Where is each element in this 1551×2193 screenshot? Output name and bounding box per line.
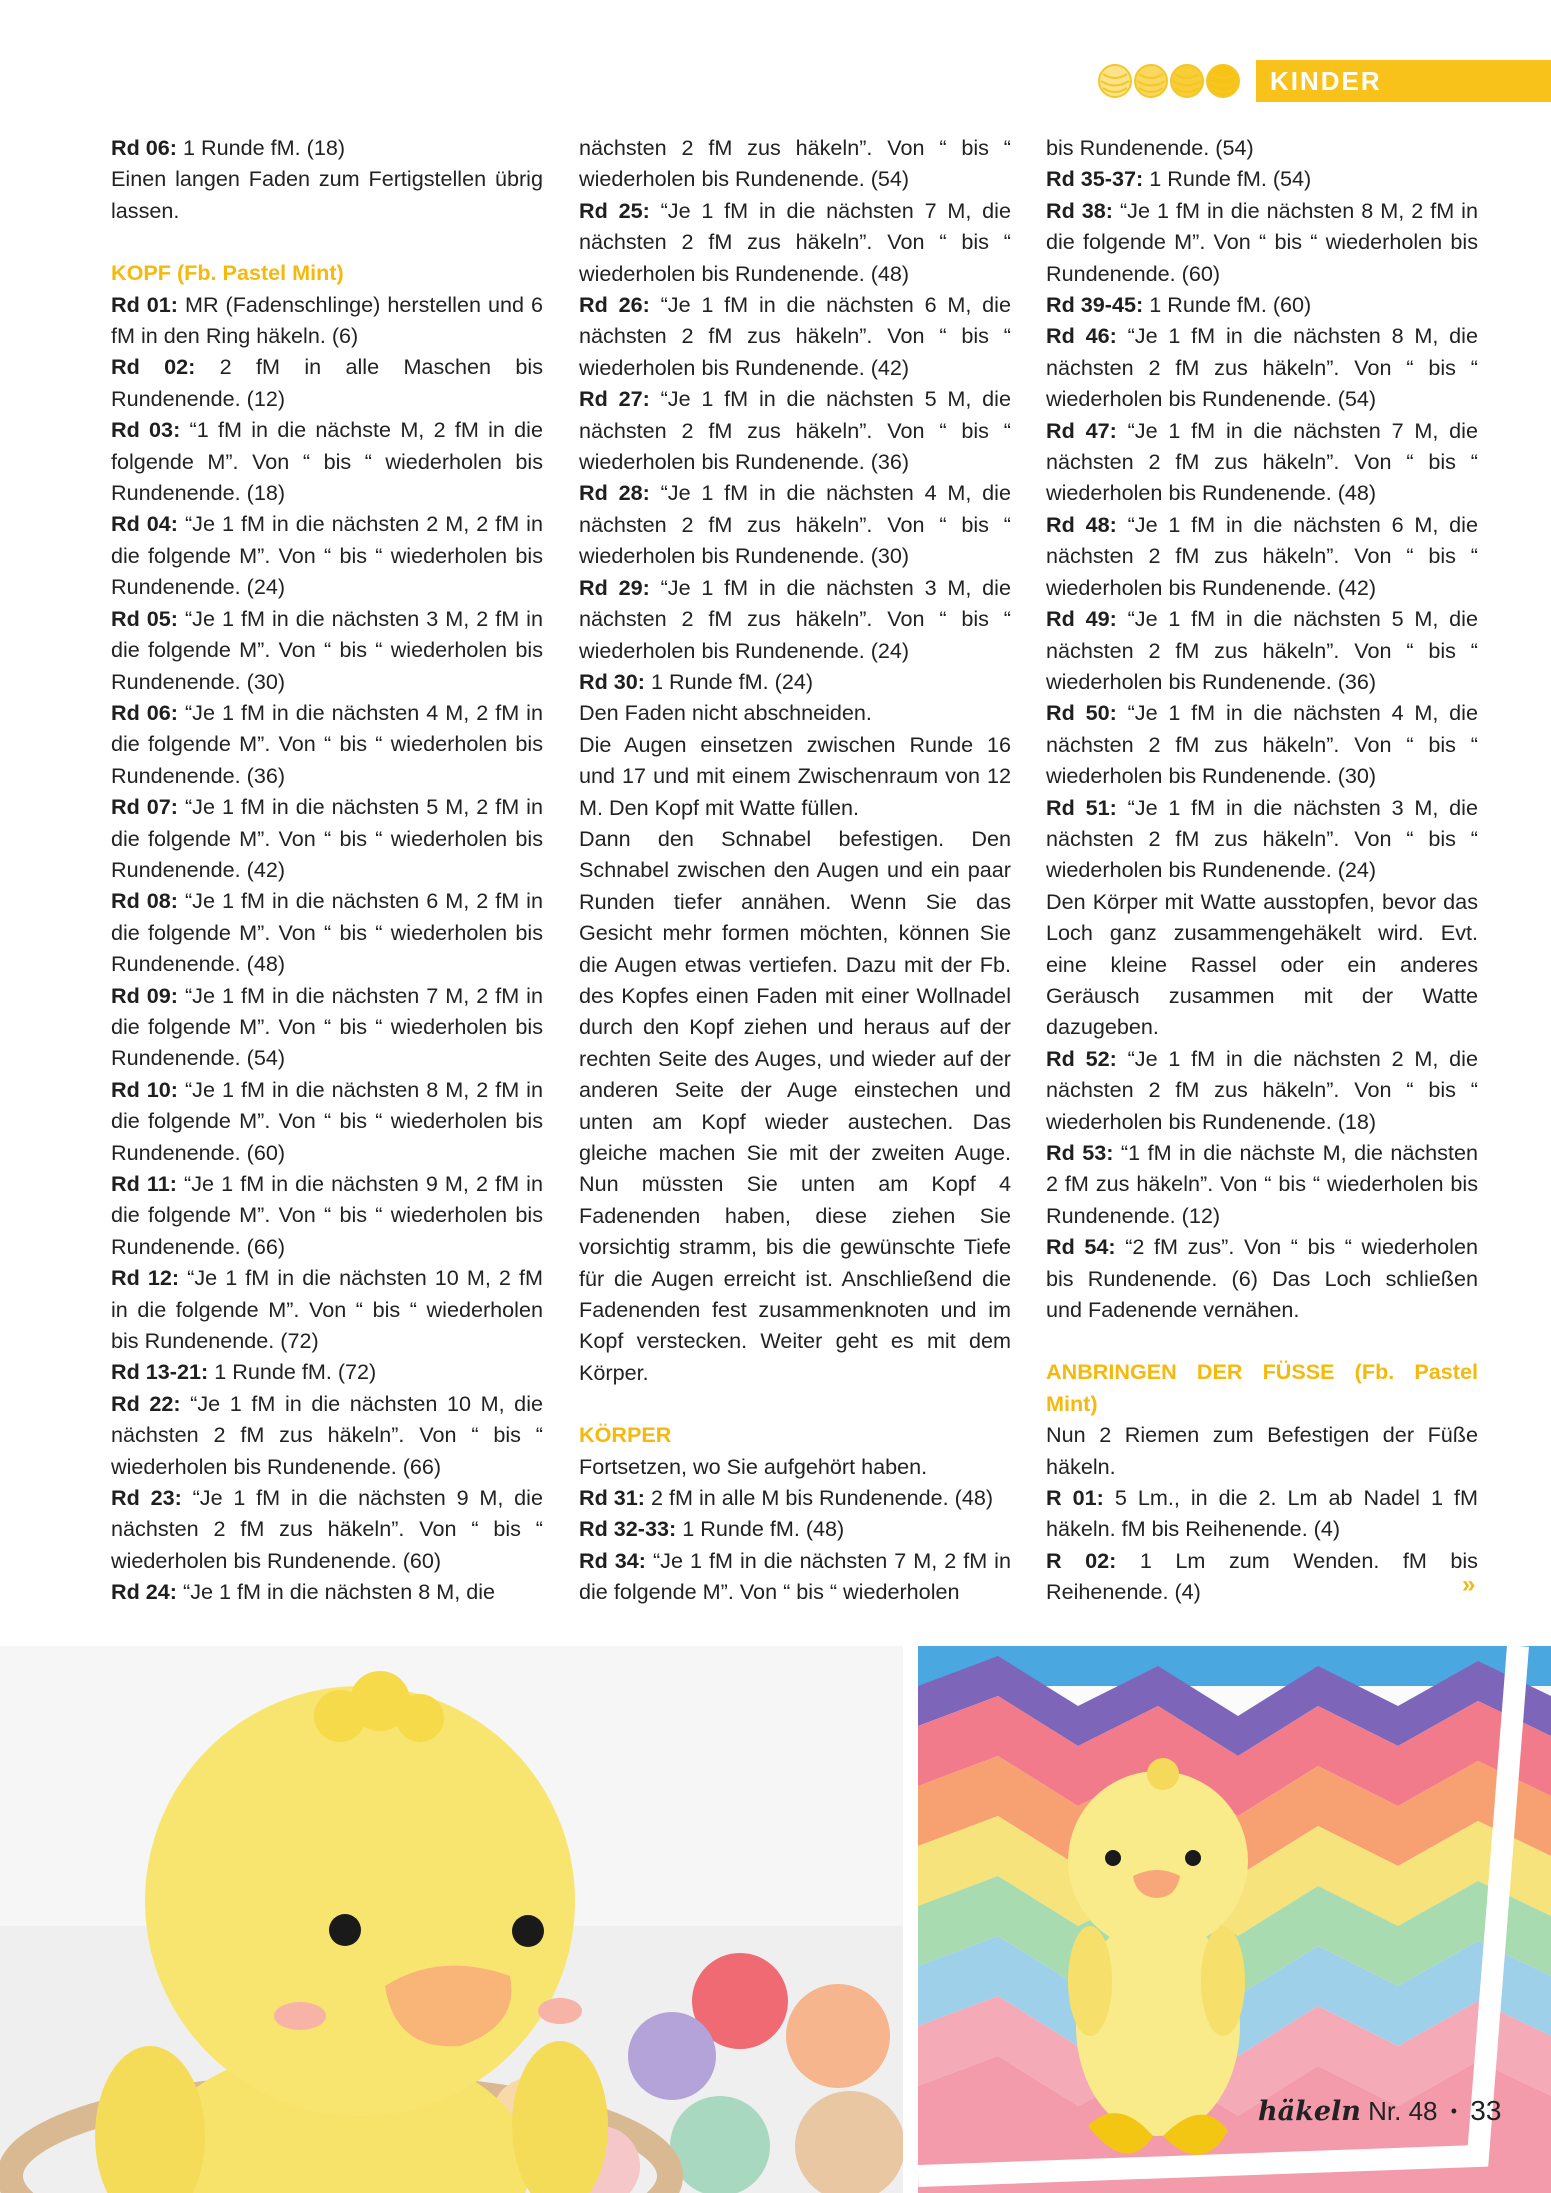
- paragraph: nächsten 2 fM zus häkeln”. Von “ bis “ wiederholen bis Rundenende. (54): [579, 135, 1011, 192]
- instruction-row: Rd 54: “2 fM zus”. Von “ bis “ wiederholen bis Rundenende. (6) Das Loch schließen und Fadenende vernähen.: [1046, 1234, 1478, 1323]
- section-heading: KOPF (Fb. Pastel Mint): [111, 260, 344, 286]
- paragraph: Fortsetzen, wo Sie aufgehört haben.: [579, 1453, 928, 1479]
- paragraph: Den Faden nicht abschneiden.: [579, 700, 872, 726]
- instruction-row: Rd 30: 1 Runde fM. (24): [579, 668, 814, 694]
- instruction-row: Rd 52: “Je 1 fM in die nächsten 2 M, die nächsten 2 fM zus häkeln”. Von “ bis “ wiederholen bis Rundenende. (18): [1046, 1045, 1478, 1134]
- instruction-row: Rd 53: “1 fM in die nächste M, die nächsten 2 fM zus häkeln”. Von “ bis “ wiederholen bis Rundenende. (12): [1046, 1140, 1478, 1228]
- paragraph: Nun 2 Riemen zum Befestigen der Füße häkeln.: [1046, 1422, 1478, 1479]
- instruction-row: Rd 07: “Je 1 fM in die nächsten 5 M, 2 fM in die folgende M”. Von “ bis “ wiederholen bis Rundenende. (42): [111, 794, 543, 882]
- instruction-row: Rd 46: “Je 1 fM in die nächsten 8 M, die nächsten 2 fM zus häkeln”. Von “ bis “ wiederholen bis Rundenende. (54): [1046, 323, 1478, 412]
- instruction-row: Rd 03: “1 fM in die nächste M, 2 fM in die folgende M”. Von “ bis “ wiederholen bis Rundenende. (18): [111, 417, 543, 506]
- instruction-row: R 02: 1 Lm zum Wenden. fM bis Reihenende. (4): [1046, 1547, 1478, 1605]
- instruction-row: Rd 10: “Je 1 fM in die nächsten 8 M, 2 fM in die folgende M”. Von “ bis “ wiederholen bis Rundenende. (60): [111, 1076, 543, 1165]
- section-tag: KINDER: [1256, 60, 1551, 102]
- instruction-row: Rd 12: “Je 1 fM in die nächsten 10 M, 2 fM in die folgende M”. Von “ bis “ wiederholen bis Rundenende. (72): [111, 1265, 543, 1354]
- yarn-balls-icon: [1097, 62, 1243, 100]
- instruction-row: Rd 08: “Je 1 fM in die nächsten 6 M, 2 fM in die folgende M”. Von “ bis “ wiederholen bis Rundenende. (48): [111, 888, 543, 977]
- instruction-row: Rd 51: “Je 1 fM in die nächsten 3 M, die nächsten 2 fM zus häkeln”. Von “ bis “ wiederholen bis Rundenende. (24): [1046, 794, 1478, 883]
- instruction-row: Rd 04: “Je 1 fM in die nächsten 2 M, 2 fM in die folgende M”. Von “ bis “ wiederholen bis Rundenende. (24): [111, 511, 543, 600]
- instruction-row: Rd 50: “Je 1 fM in die nächsten 4 M, die nächsten 2 fM zus häkeln”. Von “ bis “ wiederholen bis Rundenende. (30): [1046, 700, 1478, 789]
- section-heading: KÖRPER: [579, 1422, 672, 1448]
- instruction-row: Rd 34: “Je 1 fM in die nächsten 7 M, 2 fM in die folgende M”. Von “ bis “ wiederholen: [579, 1547, 1011, 1605]
- instruction-row: Rd 38: “Je 1 fM in die nächsten 8 M, 2 fM in die folgende M”. Von “ bis “ wiederholen bis Rundenende. (60): [1046, 197, 1478, 286]
- page-number: 33: [1470, 2095, 1502, 2126]
- instruction-row: Rd 06: “Je 1 fM in die nächsten 4 M, 2 fM in die folgende M”. Von “ bis “ wiederholen bis Rundenende. (36): [111, 699, 543, 788]
- instruction-row: Rd 13-21: 1 Runde fM. (72): [111, 1359, 377, 1385]
- instruction-row: Rd 48: “Je 1 fM in die nächsten 6 M, die nächsten 2 fM zus häkeln”. Von “ bis “ wiederholen bis Rundenende. (42): [1046, 511, 1478, 600]
- instruction-row: Rd 47: “Je 1 fM in die nächsten 7 M, die nächsten 2 fM zus häkeln”. Von “ bis “ wiederholen bis Rundenende. (48): [1046, 417, 1478, 506]
- footer-separator: •: [1450, 2101, 1458, 2121]
- page-footer: [1258, 2095, 1501, 2127]
- text-column-1: [111, 132, 543, 1608]
- instruction-row: Rd 26: “Je 1 fM in die nächsten 6 M, die nächsten 2 fM zus häkeln”. Von “ bis “ wiederholen bis Rundenende. (42): [579, 292, 1011, 380]
- instruction-row: Rd 49: “Je 1 fM in die nächsten 5 M, die nächsten 2 fM zus häkeln”. Von “ bis “ wiederholen bis Rundenende. (36): [1046, 606, 1478, 694]
- paragraph: Die Augen einsetzen zwischen Runde 16 und 17 und mit einem Zwischenraum von 12 M. Den Kopf mit Watte füllen.: [579, 731, 1011, 820]
- paragraph: Einen langen Faden zum Fertigstellen übrig lassen.: [111, 166, 543, 223]
- paragraph: Dann den Schnabel befestigen. Den Schnabel zwischen den Augen und ein paar Runden tiefer annähen. Wenn Sie das Gesicht mehr formen möchten, können Sie die Augen etwas vertiefen. Dazu mit der Fb. des Kopfes einen Faden mit einer Wollnadel durch den Kopf ziehen und heraus auf der rechten Seite des Auges, und wieder auf der anderen Seite der Auge einstechen und unten am Kopf wieder austechen. Das gleiche machen Sie mit der zweiten Auge. Nun müssten Sie unten am Kopf 4 Fadenenden haben, diese ziehen Sie vorsichtig stramm, bis die gewünschte Tiefe für die Augen erreicht ist. Anschließend die Fadenenden fest zusammenknoten und im Kopf verstecken. Weiter geht es mit dem Körper.: [579, 825, 1011, 1385]
- text-column-2: [579, 132, 1011, 1608]
- instruction-row: Rd 32-33: 1 Runde fM. (48): [579, 1516, 845, 1542]
- instruction-row: Rd 23: “Je 1 fM in die nächsten 9 M, die nächsten 2 fM zus häkeln”. Von “ bis “ wiederholen bis Rundenende. (60): [111, 1485, 543, 1573]
- instruction-row: Rd 01: MR (Fadenschlinge) herstellen und 6 fM in den Ring häkeln. (6): [111, 291, 543, 349]
- instruction-row: Rd 05: “Je 1 fM in die nächsten 3 M, 2 fM in die folgende M”. Von “ bis “ wiederholen bis Rundenende. (30): [111, 605, 543, 694]
- instruction-row: Rd 35-37: 1 Runde fM. (54): [1046, 166, 1312, 192]
- magazine-brand: häkeln: [1258, 2096, 1361, 2127]
- instruction-row: Rd 28: “Je 1 fM in die nächsten 4 M, die nächsten 2 fM zus häkeln”. Von “ bis “ wiederholen bis Rundenende. (30): [579, 480, 1011, 569]
- instruction-row: Rd 22: “Je 1 fM in die nächsten 10 M, die nächsten 2 fM zus häkeln”. Von “ bis “ wiederholen bis Rundenende. (66): [111, 1390, 543, 1479]
- instruction-row: Rd 02: 2 fM in alle Maschen bis Rundenende. (12): [111, 354, 544, 411]
- section-heading: ANBRINGEN DER FÜSSE (Fb. Pastel Mint): [1046, 1359, 1478, 1416]
- text-column-3: [1046, 132, 1478, 1608]
- paragraph: bis Rundenende. (54): [1046, 135, 1254, 160]
- instruction-row: Rd 31: 2 fM in alle M bis Rundenende. (48): [579, 1485, 994, 1511]
- instruction-row: R 01: 5 Lm., in die 2. Lm ab Nadel 1 fM häkeln. fM bis Reihenende. (4): [1046, 1485, 1478, 1542]
- issue-number: Nr. 48: [1368, 2096, 1438, 2126]
- instruction-row: Rd 27: “Je 1 fM in die nächsten 5 M, die nächsten 2 fM zus häkeln”. Von “ bis “ wiederholen bis Rundenende. (36): [579, 386, 1011, 475]
- paragraph: Den Körper mit Watte ausstopfen, bevor das Loch ganz zusammengehäkelt wird. Evt. eine kleine Rassel oder ein anderes Geräusch zusammen mit der Watte dazugeben.: [1046, 888, 1478, 1040]
- continue-marker: »: [1462, 1571, 1476, 1598]
- instruction-row: Rd 09: “Je 1 fM in die nächsten 7 M, 2 fM in die folgende M”. Von “ bis “ wiederholen bis Rundenende. (54): [111, 982, 543, 1071]
- duck-closeup-photo: [0, 1646, 903, 2193]
- instruction-row: Rd 29: “Je 1 fM in die nächsten 3 M, die nächsten 2 fM zus häkeln”. Von “ bis “ wiederholen bis Rundenende. (24): [579, 574, 1011, 663]
- instruction-row: Rd 24: “Je 1 fM in die nächsten 8 M, die: [111, 1579, 496, 1605]
- instruction-row: Rd 25: “Je 1 fM in die nächsten 7 M, die nächsten 2 fM zus häkeln”. Von “ bis “ wiederholen bis Rundenende. (48): [579, 197, 1011, 286]
- instruction-row: Rd 39-45: 1 Runde fM. (60): [1046, 292, 1312, 318]
- instruction-row: Rd 11: “Je 1 fM in die nächsten 9 M, 2 fM in die folgende M”. Von “ bis “ wiederholen bis Rundenende. (66): [111, 1171, 543, 1259]
- instruction-row: Rd 06: 1 Runde fM. (18): [111, 135, 346, 160]
